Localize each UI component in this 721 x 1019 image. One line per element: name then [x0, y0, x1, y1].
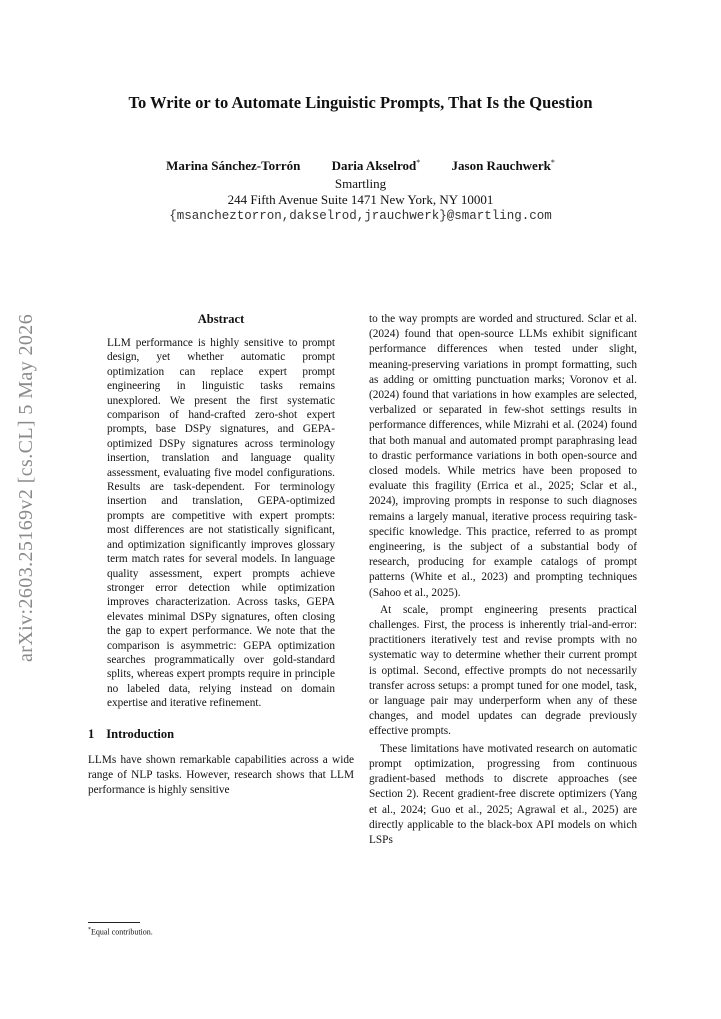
author	[166, 158, 300, 174]
author-list	[0, 158, 721, 174]
author-name: Jason Rauchwerk	[451, 158, 551, 174]
section-number: 1	[88, 726, 95, 741]
left-column	[88, 312, 354, 798]
footnote-mark: *	[88, 927, 91, 933]
abstract-text: LLM performance is highly sensitive to prompt design, yet whether automatic prompt optimization can replace expert prompt engineering in linguistic tasks remains unexplored. We present the first systematic comparison of hand-crafted zero-shot expert prompts, base DSPy signatures, and GEPA-optimized DSPy signatures across terminology insertion, translation and language quality assessment, evaluating five model configurations. Results are task-dependent. For terminology insertion and translation, GEPA-optimized prompts are competitive with expert prompts: most differences are not statistically significant, and optimization significantly improves glossary term match rates for several models. In language quality assessment, expert prompts achieve stronger error detection while optimization improves characterization. Across tasks, GEPA elevates minimal DSPy signatures, often closing the gap to expert performance. We note that the comparison is asymmetric: GEPA optimization searches programmatically over gold-standard splits, whereas expert prompts require in principle no labeled data, relying instead on domain expertise and iterative refinement.	[107, 337, 335, 710]
section-heading-introduction	[88, 727, 354, 742]
intro-paragraph-1-start: LLMs have shown remarkable capabilities across a wide range of NLP tasks. However, research shows that LLM performance is highly sensitive	[88, 753, 354, 796]
author-name: Marina Sánchez-Torrón	[166, 158, 301, 174]
right-column	[369, 312, 637, 848]
intro-paragraph-2: At scale, prompt engineering presents practical challenges. First, the process is inherently trial-and-error: practitioners iteratively test and revise prompts with no systematic way to determine whether their current prompt is optimal. Second, effective prompts do not necessarily transfer across setups: a prompt tuned for one model, task, or language pair may underperform when any of these changes, and model updates can degrade previously effective prompts.	[369, 603, 637, 738]
affiliation-address: 244 Fifth Avenue Suite 1471 New York, NY 10001	[227, 192, 494, 207]
equal-contribution-mark: *	[550, 158, 555, 167]
abstract-heading: Abstract	[197, 312, 245, 326]
footnote-rule	[88, 922, 140, 923]
footnote	[88, 927, 153, 937]
affiliation-organization: Smartling	[334, 176, 387, 191]
arxiv-identifier: arXiv:2603.25169v2 [cs.CL] 5 May 2026	[15, 313, 37, 662]
author-emails: {msancheztorron,dakselrod,jrauchwerk}@smartling.com	[169, 209, 552, 223]
section-title: Introduction	[106, 726, 175, 741]
author-name: Daria Akselrod	[331, 158, 417, 174]
author	[452, 158, 555, 174]
intro-paragraph-1-continued: to the way prompts are worded and structured. Sclar et al. (2024) found that open-source LLMs exhibit significant performance differences when tested under slight, meaning-preserving variations in prompt formatting, such as adding or omitting punctuation marks; Voronov et al. (2024) found that variations in how examples are selected, verbalized or separated in few-shot settings results in performance differences, while Mizrahi et al. (2024) found that both manual and automated prompt paraphrasing lead to drastic performance variations in both open-source and closed models. While metrics have been proposed to evaluate this fragility (Errica et al., 2025; Sclar et al., 2024), improving prompts in response to such diagnoses remains a largely manual, iterative process requiring task-specific knowledge. This practice, referred to as prompt engineering, is the subject of a substantial body of research, producing for example catalogs of prompt patterns (White et al., 2023) and prompting techniques (Sahoo et al., 2025).	[369, 313, 637, 599]
equal-contribution-mark: *	[416, 158, 421, 167]
paper-title: To Write or to Automate Linguistic Prompts, That Is the Question	[128, 93, 593, 112]
footnote-text: Equal contribution.	[91, 927, 153, 937]
author	[332, 158, 421, 174]
intro-paragraph-3: These limitations have motivated research on automatic prompt optimization, progressing from continuous gradient-based methods to discrete approaches (see Section 2). Recent gradient-free discrete optimizers (Yang et al., 2024; Guo et al., 2025; Agrawal et al., 2025) are directly applicable to the black-box API models on which LSPs	[369, 742, 637, 846]
